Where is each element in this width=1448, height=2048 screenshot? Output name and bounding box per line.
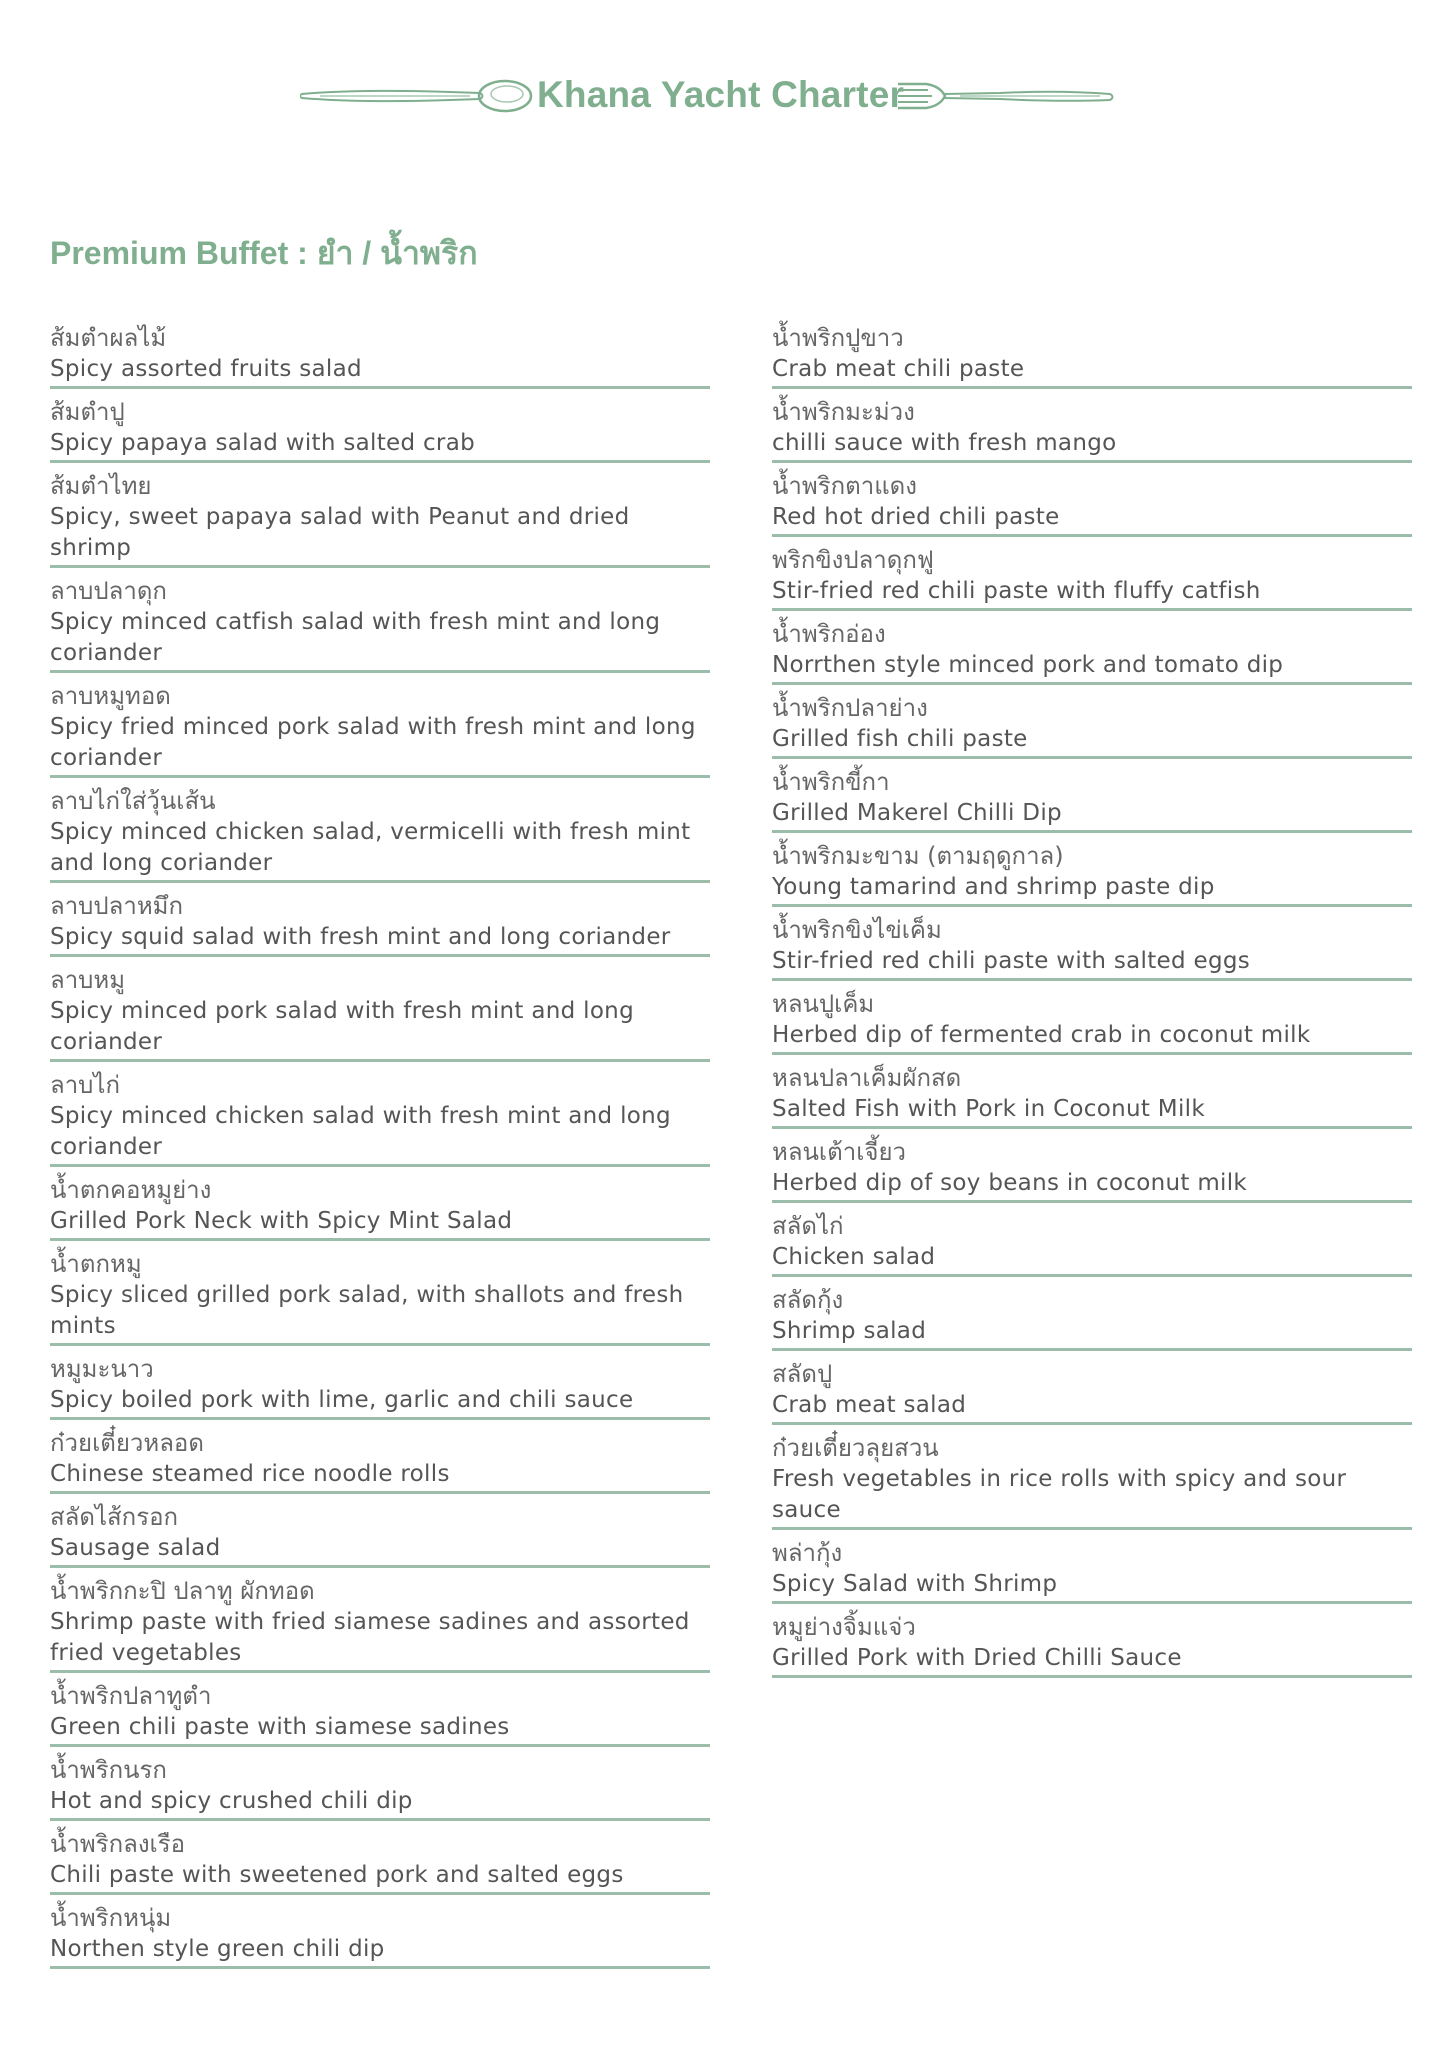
menu-item-thai-name: ลาบปลาหมึก bbox=[50, 892, 184, 920]
menu-item-thai-name: พล่ากุ้ง bbox=[772, 1539, 843, 1567]
menu-item-english-name: Northen style green chili dip bbox=[50, 1936, 385, 1962]
menu-item-thai-name: สลัดปู bbox=[772, 1360, 833, 1388]
menu-item bbox=[50, 886, 710, 957]
menu-item-thai-name: หมูย่างจิ้มแจ่ว bbox=[772, 1613, 916, 1641]
menu-item-english-name: Spicy minced catfish salad with fresh mint and long coriander bbox=[50, 609, 661, 666]
menu-item-english-name: Spicy papaya salad with salted crab bbox=[50, 430, 475, 456]
menu-item bbox=[772, 1533, 1412, 1604]
menu-item-english-name: Grilled Pork with Dried Chilli Sauce bbox=[772, 1645, 1182, 1671]
menu-item-english-name: Shrimp salad bbox=[772, 1318, 927, 1344]
header-logo bbox=[300, 70, 1115, 130]
menu-item-thai-name: สลัดไก่ bbox=[772, 1212, 844, 1240]
menu-item-thai-name: น้ำพริกนรก bbox=[50, 1756, 167, 1784]
menu-item bbox=[50, 1349, 710, 1420]
menu-item-thai-name: น้ำพริกอ่อง bbox=[772, 620, 886, 648]
menu-item-english-name: Grilled Pork Neck with Spicy Mint Salad bbox=[50, 1208, 513, 1234]
menu-item-thai-name: ส้มตำไทย bbox=[50, 472, 152, 500]
menu-item-english-name: Spicy assorted fruits salad bbox=[50, 356, 362, 382]
menu-item-english-name: Salted Fish with Pork in Coconut Milk bbox=[772, 1096, 1205, 1122]
menu-item-thai-name: หลนปลาเค็มผักสด bbox=[772, 1064, 962, 1092]
menu-item-thai-name: ลาบไก่ bbox=[50, 1071, 121, 1099]
menu-item-thai-name: น้ำตกคอหมูย่าง bbox=[50, 1176, 212, 1204]
menu-item-thai-name: น้ำพริกตาแดง bbox=[772, 472, 917, 500]
menu-item bbox=[50, 676, 710, 778]
menu-item-english-name: Stir-fried red chili paste with salted eggs bbox=[772, 948, 1251, 974]
menu-item-english-name: Stir-fried red chili paste with fluffy catfish bbox=[772, 578, 1261, 604]
menu-item-english-name: Spicy fried minced pork salad with fresh mint and long coriander bbox=[50, 714, 696, 771]
menu-item-english-name: Chinese steamed rice noodle rolls bbox=[50, 1461, 450, 1487]
menu-item bbox=[50, 318, 710, 389]
menu-item bbox=[50, 1676, 710, 1747]
menu-item-thai-name: ส้มตำผลไม้ bbox=[50, 324, 167, 352]
menu-item bbox=[50, 960, 710, 1062]
menu-item-english-name: Spicy minced pork salad with fresh mint and long coriander bbox=[50, 998, 634, 1055]
menu-item-english-name: Green chili paste with siamese sadines bbox=[50, 1714, 510, 1740]
menu-item-thai-name: สลัดกุ้ง bbox=[772, 1286, 844, 1314]
menu-item bbox=[50, 392, 710, 463]
menu-item-english-name: Herbed dip of fermented crab in coconut milk bbox=[772, 1022, 1311, 1048]
menu-item bbox=[772, 688, 1412, 759]
menu-item bbox=[772, 1132, 1412, 1203]
menu-item bbox=[50, 1065, 710, 1167]
menu-item-thai-name: สลัดไส้กรอก bbox=[50, 1503, 179, 1531]
menu-item bbox=[50, 1898, 710, 1969]
menu-item-thai-name: น้ำพริกปลาทูตำ bbox=[50, 1682, 212, 1710]
menu-item-english-name: Spicy boiled pork with lime, garlic and chili sauce bbox=[50, 1387, 634, 1413]
menu-item-thai-name: หลนปูเค็ม bbox=[772, 990, 875, 1018]
menu-item-thai-name: ลาบปลาดุก bbox=[50, 577, 167, 605]
menu-item-thai-name: ลาบหมูทอด bbox=[50, 682, 171, 710]
menu-item-thai-name: น้ำพริกลงเรือ bbox=[50, 1830, 186, 1858]
menu-item-thai-name: น้ำพริกหนุ่ม bbox=[50, 1904, 172, 1932]
page-title: Premium Buffet : ยำ / น้ำพริก bbox=[50, 235, 478, 271]
menu-item bbox=[772, 318, 1412, 389]
menu-item-english-name: Spicy squid salad with fresh mint and long coriander bbox=[50, 924, 671, 950]
menu-item bbox=[50, 1244, 710, 1346]
menu-item-english-name: Red hot dried chili paste bbox=[772, 504, 1060, 530]
menu-item-thai-name: ลาบไก่ใส่วุ้นเส้น bbox=[50, 787, 216, 815]
menu-item bbox=[50, 1497, 710, 1568]
menu-item-thai-name: ก๋วยเตี๋ยวหลอด bbox=[50, 1429, 204, 1457]
menu-item bbox=[772, 836, 1412, 907]
menu-item bbox=[772, 1607, 1412, 1678]
menu-item-thai-name: น้ำพริกมะม่วง bbox=[772, 398, 915, 426]
menu-item-english-name: chilli sauce with fresh mango bbox=[772, 430, 1117, 456]
menu-item bbox=[772, 1058, 1412, 1129]
menu-item bbox=[772, 540, 1412, 611]
menu-item bbox=[50, 1423, 710, 1494]
menu-item-english-name: Shrimp paste with fried siamese sadines and assorted fried vegetables bbox=[50, 1609, 690, 1666]
menu-item-english-name: Young tamarind and shrimp paste dip bbox=[772, 874, 1215, 900]
menu-item-english-name: Herbed dip of soy beans in coconut milk bbox=[772, 1170, 1248, 1196]
menu-item-thai-name: น้ำพริกขี้กา bbox=[772, 768, 890, 796]
menu-item-thai-name: หมูมะนาว bbox=[50, 1355, 154, 1383]
menu-item bbox=[772, 1354, 1412, 1425]
menu-item-thai-name: น้ำตกหมู bbox=[50, 1250, 142, 1278]
menu-item-english-name: Chicken salad bbox=[772, 1244, 936, 1270]
menu-item bbox=[772, 1206, 1412, 1277]
menu-item-english-name: Chili paste with sweetened pork and salted eggs bbox=[50, 1862, 624, 1888]
menu-item bbox=[772, 466, 1412, 537]
menu-item-thai-name: หลนเต้าเจี้ยว bbox=[772, 1138, 907, 1166]
menu-item-english-name: Spicy sliced grilled pork salad, with shallots and fresh mints bbox=[50, 1282, 684, 1339]
menu-item bbox=[50, 1824, 710, 1895]
menu-item-thai-name: น้ำพริกมะขาม (ตามฤดูกาล) bbox=[772, 842, 1064, 870]
menu-item-thai-name: น้ำพริกปลาย่าง bbox=[772, 694, 928, 722]
menu-item bbox=[772, 614, 1412, 685]
menu-item-english-name: Spicy minced chicken salad, vermicelli with fresh mint and long coriander bbox=[50, 819, 691, 876]
menu-item bbox=[50, 1170, 710, 1241]
menu-item bbox=[50, 571, 710, 673]
menu-item bbox=[50, 781, 710, 883]
menu-item-thai-name: พริกขิงปลาดุกฟู bbox=[772, 546, 934, 574]
menu-column-right bbox=[772, 318, 1412, 1681]
menu-item-thai-name: น้ำพริกขิงไข่เค็ม bbox=[772, 916, 942, 944]
menu-item-english-name: Grilled Makerel Chilli Dip bbox=[772, 800, 1062, 826]
menu-item bbox=[50, 466, 710, 568]
menu-item-english-name: Sausage salad bbox=[50, 1535, 221, 1561]
menu-item bbox=[772, 762, 1412, 833]
menu-item-english-name: Crab meat salad bbox=[772, 1392, 967, 1418]
menu-item-english-name: Norrthen style minced pork and tomato dip bbox=[772, 652, 1284, 678]
menu-item-thai-name: น้ำพริกปูขาว bbox=[772, 324, 904, 352]
menu-item-english-name: Spicy, sweet papaya salad with Peanut and dried shrimp bbox=[50, 504, 630, 561]
menu-item bbox=[50, 1750, 710, 1821]
menu-item bbox=[772, 392, 1412, 463]
menu-item-thai-name: น้ำพริกกะปิ ปลาทู ผักทอด bbox=[50, 1577, 315, 1605]
menu-item bbox=[772, 910, 1412, 981]
menu-item-thai-name: ก๋วยเตี๋ยวลุยสวน bbox=[772, 1434, 939, 1462]
menu-item-english-name: Hot and spicy crushed chili dip bbox=[50, 1788, 413, 1814]
menu-item bbox=[50, 1571, 710, 1673]
menu-item-english-name: Crab meat chili paste bbox=[772, 356, 1025, 382]
menu-item-thai-name: ส้มตำปู bbox=[50, 398, 125, 426]
menu-item bbox=[772, 1280, 1412, 1351]
menu-item bbox=[772, 984, 1412, 1055]
menu-item-thai-name: ลาบหมู bbox=[50, 966, 126, 994]
menu-item-english-name: Spicy Salad with Shrimp bbox=[772, 1571, 1058, 1597]
menu-item-english-name: Spicy minced chicken salad with fresh mint and long coriander bbox=[50, 1103, 671, 1160]
menu-item-english-name: Grilled fish chili paste bbox=[772, 726, 1028, 752]
menu-item bbox=[772, 1428, 1412, 1530]
menu-column-left bbox=[50, 318, 710, 1972]
menu-item-english-name: Fresh vegetables in rice rolls with spicy and sour sauce bbox=[772, 1466, 1347, 1523]
brand-name: Khana Yacht Charter bbox=[537, 74, 905, 115]
